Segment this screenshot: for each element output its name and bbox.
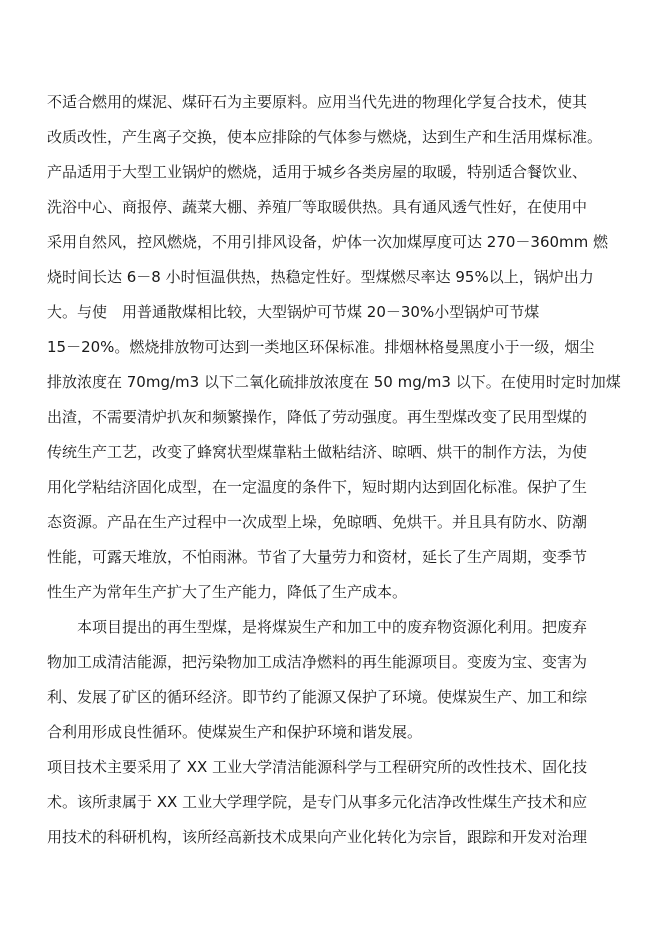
text-line: 大。与使 用普通散煤相比较，大型锅炉可节煤 20－30%小型锅炉可节煤 xyxy=(47,303,540,321)
text-line: 传统生产工艺，改变了蜂窝状型煤靠粘土做粘结济、晾晒、烘干的制作方法，为使 xyxy=(47,443,588,461)
text-line: 用化学粘结济固化成型，在一定温度的条件下，短时期内达到固化标准。保护了生 xyxy=(47,478,588,496)
text-line: 15－20%。燃烧排放物可达到一类地区环保标准。排烟林格曼黑度小于一级，烟尘 xyxy=(47,338,595,356)
text-line: 出渣，不需要清炉扒灰和频繁操作，降低了劳动强度。再生型煤改变了民用型煤的 xyxy=(47,408,588,426)
text-line: 用技术的科研机构，该所经高新技术成果向产业化转化为宗旨，跟踪和开发对治理 xyxy=(47,828,588,846)
text-line: 烧时间长达 6－8 小时恒温供热，热稳定性好。型煤燃尽率达 95%以上，锅炉出力 xyxy=(47,268,594,286)
text-line: 改质改性，产生离子交换，使本应排除的气体参与燃烧，达到生产和生活用煤标准。 xyxy=(47,128,603,146)
text-line: 排放浓度在 70mg/m3 以下二氧化硫排放浓度在 50 mg/m3 以下。在使用时定时加煤 xyxy=(47,373,621,391)
text-line: 利、发展了矿区的循环经济。即节约了能源又保护了环境。使煤炭生产、加工和综 xyxy=(47,688,588,706)
text-line: 态资源。产品在生产过程中一次成型上垛，免晾晒、免烘干。并且具有防水、防潮 xyxy=(47,513,588,531)
text-line: 采用自然风，控风燃烧，不用引排风设备，炉体一次加煤厚度可达 270－360mm 燃 xyxy=(47,233,609,251)
text-line: 项目技术主要采用了 XX 工业大学清洁能源科学与工程研究所的改性技术、固化技 xyxy=(47,758,588,776)
text-line: 本项目提出的再生型煤，是将煤炭生产和加工中的废弃物资源化利用。把废弃 xyxy=(77,618,588,636)
text-line: 性能，可露天堆放，不怕雨淋。节省了大量劳力和资材，延长了生产周期，变季节 xyxy=(47,548,588,566)
text-line: 洗浴中心、商报停、蔬菜大棚、养殖厂等取暖供热。具有通风透气性好，在使用中 xyxy=(47,198,588,216)
text-line: 合利用形成良性循环。使煤炭生产和保护环境和谐发展。 xyxy=(47,723,423,741)
text-line: 物加工成清洁能源，把污染物加工成洁净燃料的再生能源项目。变废为宝、变害为 xyxy=(47,653,588,671)
text-line: 术。该所隶属于 XX 工业大学理学院，是专门从事多元化洁净改性煤生产技术和应 xyxy=(47,793,588,811)
text-line: 产品适用于大型工业锅炉的燃烧，适用于城乡各类房屋的取暖，特别适合餐饮业、 xyxy=(47,163,588,181)
text-line: 性生产为常年生产扩大了生产能力，降低了生产成本。 xyxy=(47,583,408,601)
text-line: 不适合燃用的煤泥、煤矸石为主要原料。应用当代先进的物理化学复合技术，使其 xyxy=(47,93,588,111)
